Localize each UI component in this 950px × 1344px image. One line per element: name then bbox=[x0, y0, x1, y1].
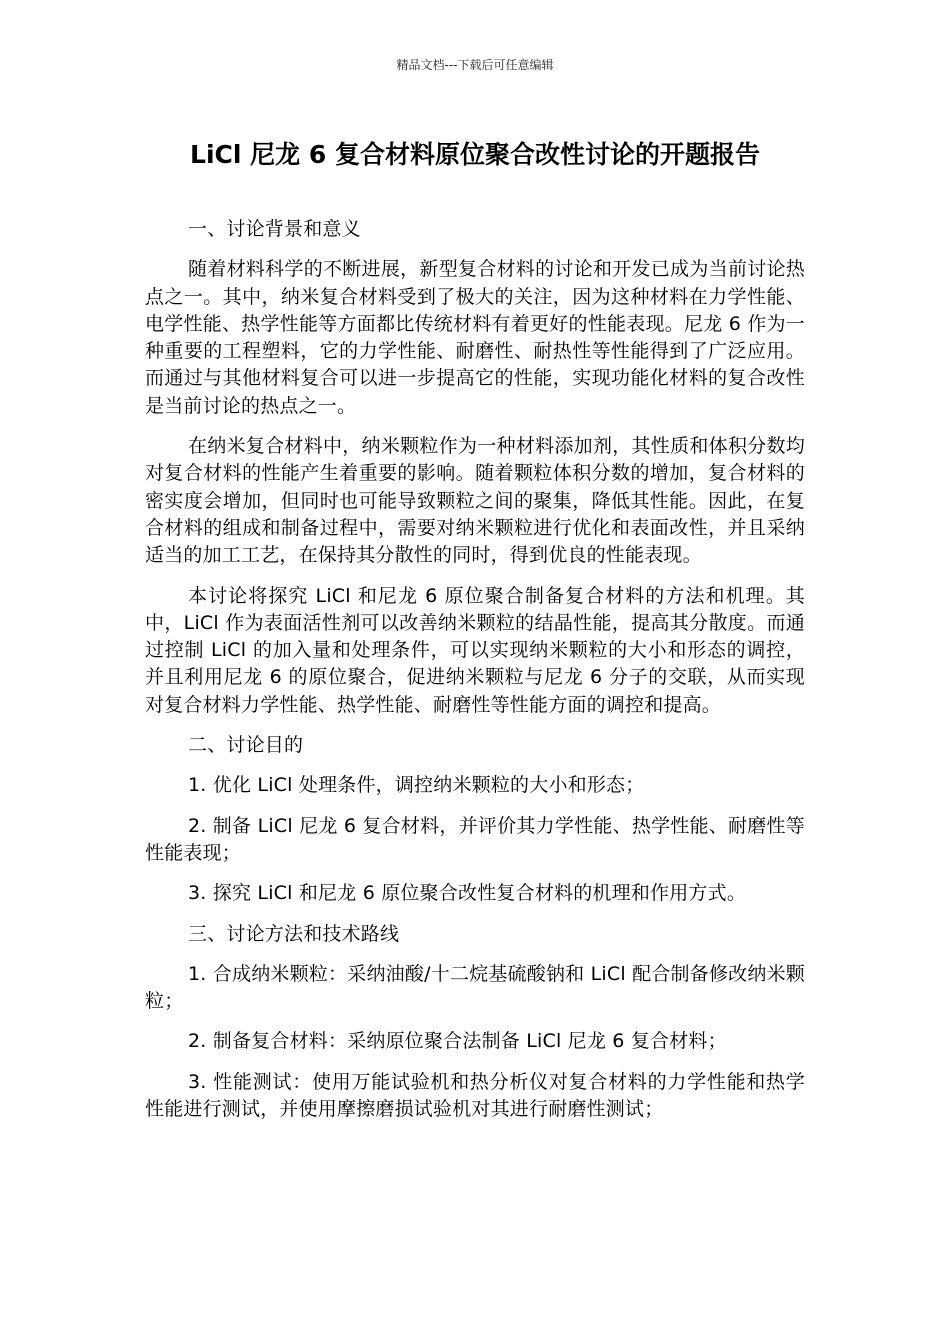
header-note: 精品文档---下载后可任意编辑 bbox=[396, 58, 554, 72]
objective-item-2: 2. 制备 LiCl 尼龙 6 复合材料，并评价其力学性能、热学性能、耐磨性等性能表现； bbox=[145, 814, 805, 864]
method-item-2: 2. 制备复合材料：采纳原位聚合法制备 LiCl 尼龙 6 复合材料； bbox=[188, 1030, 727, 1053]
section-heading-objectives: 二、讨论目的 bbox=[188, 734, 304, 757]
paragraph-background-2: 在纳米复合材料中，纳米颗粒作为一种材料添加剂，其性质和体积分数均对复合材料的性能产生着重要的影响。随着颗粒体积分数的增加，复合材料的密实度会增加，但同时也可能导致颗粒之间的聚集，降低其性能。因此，在复合材料的组成和制备过程中，需要对纳米颗粒进行优化和表面改性，并且采纳适当的加工工艺，在保持其分散性的同时，得到优良的性能表现。 bbox=[145, 435, 805, 567]
document-title: LiCl 尼龙 6 复合材料原位聚合改性讨论的开题报告 bbox=[190, 140, 760, 169]
section-heading-methods: 三、讨论方法和技术路线 bbox=[188, 922, 400, 945]
objective-item-1: 1. 优化 LiCl 处理条件，调控纳米颗粒的大小和形态； bbox=[188, 774, 645, 797]
method-item-1: 1. 合成纳米颗粒：采纳油酸/十二烷基硫酸钠和 LiCl 配合制备修改纳米颗粒； bbox=[145, 962, 805, 1013]
method-item-3: 3. 性能测试：使用万能试验机和热分析仪对复合材料的力学性能和热学性能进行测试，并使用摩擦磨损试验机对其进行耐磨性测试； bbox=[145, 1070, 805, 1121]
document-body bbox=[145, 216, 805, 1136]
objective-item-3: 3. 探究 LiCl 和尼龙 6 原位聚合改性复合材料的机理和作用方式。 bbox=[188, 882, 747, 905]
paragraph-background-3: 本讨论将探究 LiCl 和尼龙 6 原位聚合制备复合材料的方法和机理。其中，LiCl 作为表面活性剂可以改善纳米颗粒的结晶性能，提高其分散度。而通过控制 LiCl 的加入量和处理条件，可以实现纳米颗粒的大小和形态的调控，并且利用尼龙 6 的原位聚合，促进纳米颗粒与尼龙 6 分子的交联，从而实现对复合材料力学性能、热学性能、耐磨性等性能方面的调控和提高。 bbox=[145, 584, 805, 716]
section-heading-background: 一、讨论背景和意义 bbox=[188, 218, 361, 240]
paragraph-background-1: 随着材料科学的不断进展，新型复合材料的讨论和开发已成为当前讨论热点之一。其中，纳米复合材料受到了极大的关注，因为这种材料在力学性能、电学性能、热学性能等方面都比传统材料有着更好的性能表现。尼龙 6 作为一种重要的工程塑料，它的力学性能、耐磨性、耐热性等性能得到了广泛应用。而通过与其他材料复合可以进一步提高它的性能，实现功能化材料的复合改性是当前讨论的热点之一。 bbox=[145, 258, 805, 417]
